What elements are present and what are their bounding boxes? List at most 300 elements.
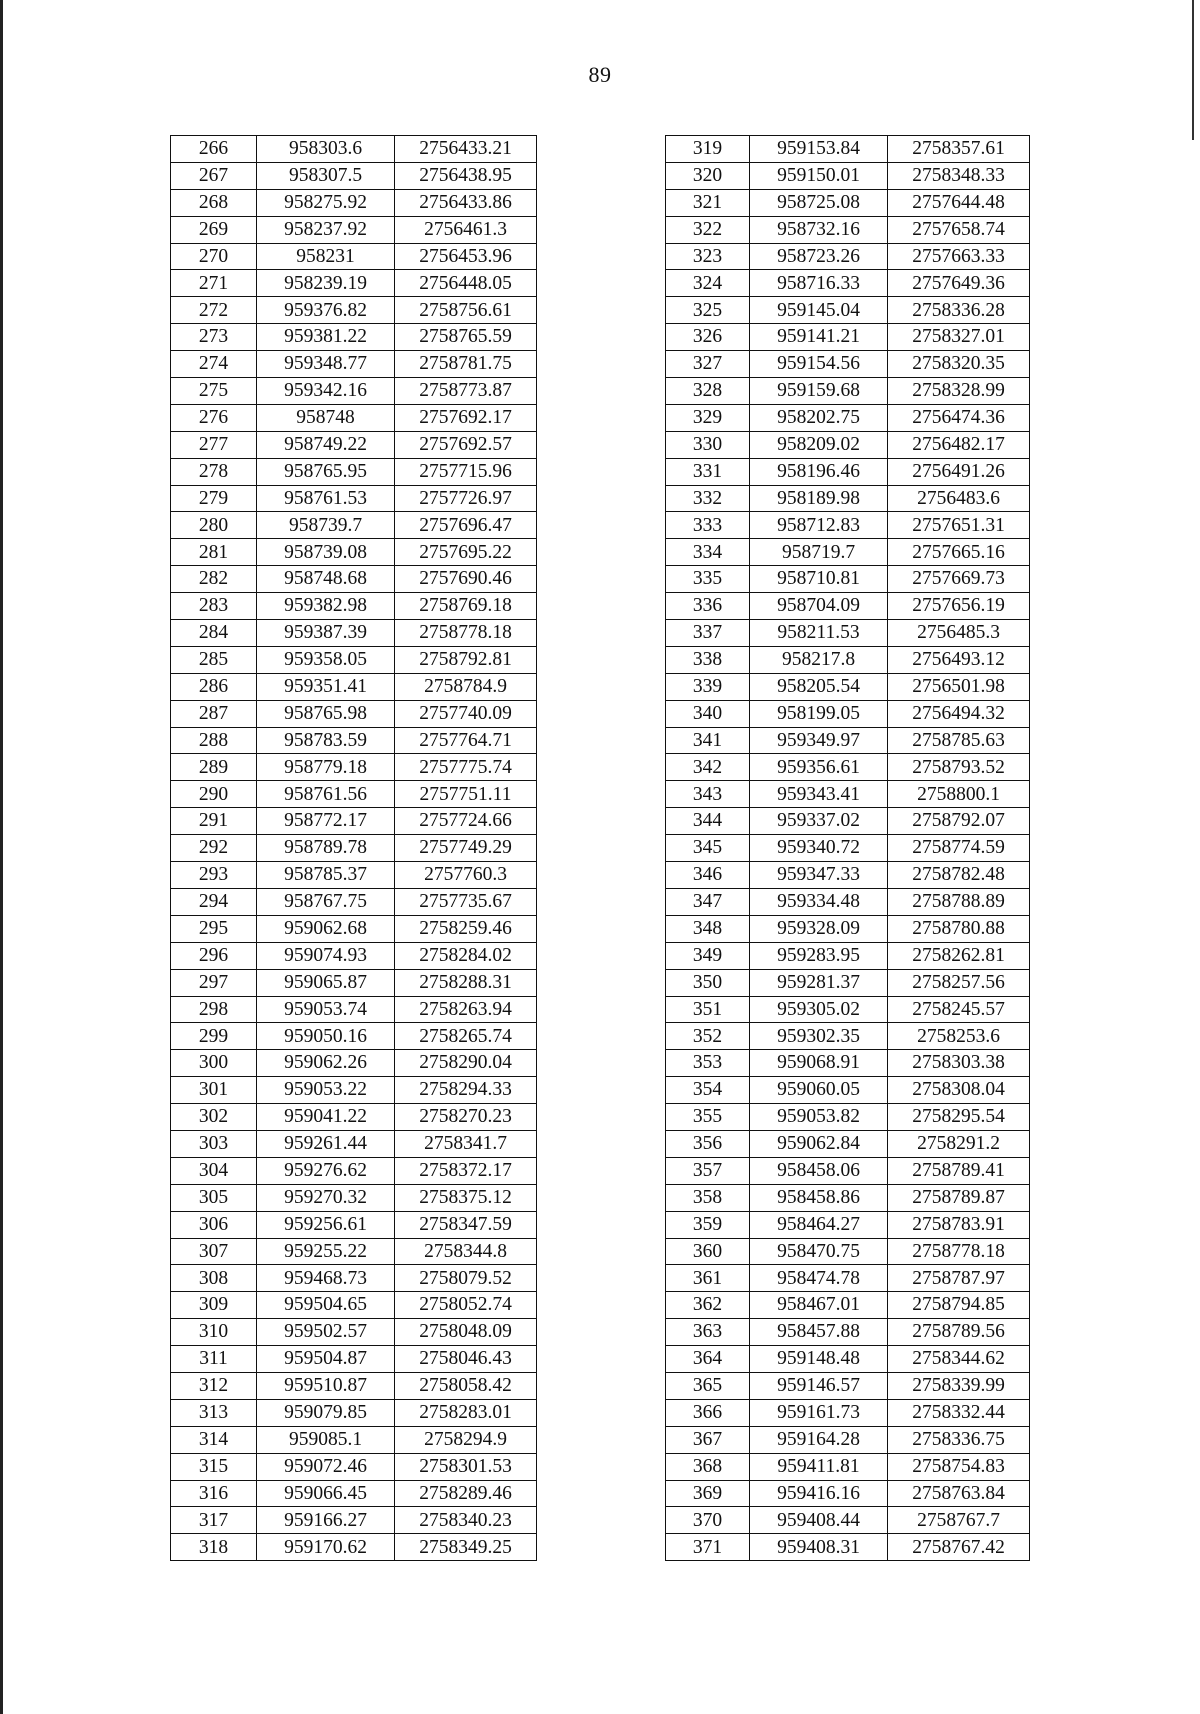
table-row <box>171 835 537 862</box>
x-coordinate-cell: 959261.44 <box>257 1130 395 1157</box>
x-coordinate-cell: 959411.81 <box>750 1453 888 1480</box>
y-coordinate-cell: 2757696.47 <box>395 512 537 539</box>
point-number-cell: 294 <box>171 888 257 915</box>
table-row <box>666 512 1030 539</box>
y-coordinate-cell: 2756461.3 <box>395 216 537 243</box>
point-number-cell: 366 <box>666 1399 750 1426</box>
point-number-cell: 354 <box>666 1077 750 1104</box>
point-number-cell: 359 <box>666 1211 750 1238</box>
point-number-cell: 311 <box>171 1346 257 1373</box>
x-coordinate-cell: 958779.18 <box>257 754 395 781</box>
table-row <box>666 835 1030 862</box>
point-number-cell: 364 <box>666 1346 750 1373</box>
table-row <box>666 1238 1030 1265</box>
x-coordinate-cell: 959062.26 <box>257 1050 395 1077</box>
table-row <box>171 1157 537 1184</box>
y-coordinate-cell: 2756448.05 <box>395 270 537 297</box>
y-coordinate-cell: 2758339.99 <box>888 1372 1030 1399</box>
x-coordinate-cell: 959328.09 <box>750 915 888 942</box>
x-coordinate-cell: 959062.84 <box>750 1130 888 1157</box>
y-coordinate-cell: 2756433.21 <box>395 136 537 163</box>
table-row <box>666 1534 1030 1561</box>
table-row <box>666 1211 1030 1238</box>
y-coordinate-cell: 2758774.59 <box>888 835 1030 862</box>
x-coordinate-cell: 958199.05 <box>750 700 888 727</box>
y-coordinate-cell: 2758763.84 <box>888 1480 1030 1507</box>
y-coordinate-cell: 2758782.48 <box>888 862 1030 889</box>
point-number-cell: 326 <box>666 324 750 351</box>
x-coordinate-cell: 959072.46 <box>257 1453 395 1480</box>
x-coordinate-cell: 959068.91 <box>750 1050 888 1077</box>
x-coordinate-cell: 958303.6 <box>257 136 395 163</box>
x-coordinate-cell: 959376.82 <box>257 297 395 324</box>
x-coordinate-cell: 959468.73 <box>257 1265 395 1292</box>
point-number-cell: 306 <box>171 1211 257 1238</box>
y-coordinate-cell: 2758783.91 <box>888 1211 1030 1238</box>
x-coordinate-cell: 959141.21 <box>750 324 888 351</box>
x-coordinate-cell: 958239.19 <box>257 270 395 297</box>
point-number-cell: 302 <box>171 1104 257 1131</box>
point-number-cell: 316 <box>171 1480 257 1507</box>
x-coordinate-cell: 958202.75 <box>750 404 888 431</box>
table-row <box>171 727 537 754</box>
table-row <box>171 700 537 727</box>
y-coordinate-cell: 2757665.16 <box>888 539 1030 566</box>
x-coordinate-cell: 958275.92 <box>257 189 395 216</box>
y-coordinate-cell: 2757749.29 <box>395 835 537 862</box>
x-coordinate-cell: 959150.01 <box>750 162 888 189</box>
point-number-cell: 304 <box>171 1157 257 1184</box>
y-coordinate-cell: 2758767.42 <box>888 1534 1030 1561</box>
table-row <box>171 324 537 351</box>
point-number-cell: 295 <box>171 915 257 942</box>
y-coordinate-cell: 2758308.04 <box>888 1077 1030 1104</box>
table-row <box>666 1319 1030 1346</box>
x-coordinate-cell: 958712.83 <box>750 512 888 539</box>
point-number-cell: 355 <box>666 1104 750 1131</box>
table-row <box>666 996 1030 1023</box>
x-coordinate-cell: 959502.57 <box>257 1319 395 1346</box>
table-row <box>666 646 1030 673</box>
table-row <box>666 942 1030 969</box>
x-coordinate-cell: 958748.68 <box>257 566 395 593</box>
x-coordinate-cell: 959381.22 <box>257 324 395 351</box>
table-row <box>171 888 537 915</box>
y-coordinate-cell: 2758778.18 <box>888 1238 1030 1265</box>
x-coordinate-cell: 959159.68 <box>750 378 888 405</box>
y-coordinate-cell: 2758347.59 <box>395 1211 537 1238</box>
table-row <box>666 431 1030 458</box>
x-coordinate-cell: 959281.37 <box>750 969 888 996</box>
x-coordinate-cell: 959062.68 <box>257 915 395 942</box>
x-coordinate-cell: 959255.22 <box>257 1238 395 1265</box>
point-number-cell: 330 <box>666 431 750 458</box>
table-row <box>666 727 1030 754</box>
y-coordinate-cell: 2757692.57 <box>395 431 537 458</box>
point-number-cell: 300 <box>171 1050 257 1077</box>
table-row <box>171 216 537 243</box>
x-coordinate-cell: 958211.53 <box>750 620 888 647</box>
point-number-cell: 309 <box>171 1292 257 1319</box>
y-coordinate-cell: 2758284.02 <box>395 942 537 969</box>
y-coordinate-cell: 2758320.35 <box>888 351 1030 378</box>
x-coordinate-cell: 958761.53 <box>257 485 395 512</box>
table-row <box>171 539 537 566</box>
y-coordinate-cell: 2757715.96 <box>395 458 537 485</box>
x-coordinate-cell: 959270.32 <box>257 1184 395 1211</box>
x-coordinate-cell: 958765.98 <box>257 700 395 727</box>
x-coordinate-cell: 959074.93 <box>257 942 395 969</box>
point-number-cell: 328 <box>666 378 750 405</box>
x-coordinate-cell: 959060.05 <box>750 1077 888 1104</box>
y-coordinate-cell: 2757735.67 <box>395 888 537 915</box>
point-number-cell: 281 <box>171 539 257 566</box>
y-coordinate-cell: 2758328.99 <box>888 378 1030 405</box>
y-coordinate-cell: 2758245.57 <box>888 996 1030 1023</box>
y-coordinate-cell: 2758340.23 <box>395 1507 537 1534</box>
y-coordinate-cell: 2757692.17 <box>395 404 537 431</box>
y-coordinate-cell: 2758327.01 <box>888 324 1030 351</box>
table-row <box>666 808 1030 835</box>
x-coordinate-cell: 958217.8 <box>750 646 888 673</box>
x-coordinate-cell: 959343.41 <box>750 781 888 808</box>
x-coordinate-cell: 959161.73 <box>750 1399 888 1426</box>
point-number-cell: 318 <box>171 1534 257 1561</box>
table-row <box>171 431 537 458</box>
table-row <box>666 458 1030 485</box>
point-number-cell: 270 <box>171 243 257 270</box>
point-number-cell: 269 <box>171 216 257 243</box>
table-row <box>666 297 1030 324</box>
point-number-cell: 293 <box>171 862 257 889</box>
scan-left-edge <box>0 0 3 1714</box>
y-coordinate-cell: 2758780.88 <box>888 915 1030 942</box>
point-number-cell: 288 <box>171 727 257 754</box>
y-coordinate-cell: 2758375.12 <box>395 1184 537 1211</box>
table-row <box>666 1184 1030 1211</box>
point-number-cell: 325 <box>666 297 750 324</box>
x-coordinate-cell: 958719.7 <box>750 539 888 566</box>
x-coordinate-cell: 958725.08 <box>750 189 888 216</box>
table-row <box>171 162 537 189</box>
y-coordinate-cell: 2757658.74 <box>888 216 1030 243</box>
y-coordinate-cell: 2756483.6 <box>888 485 1030 512</box>
x-coordinate-cell: 958772.17 <box>257 808 395 835</box>
point-number-cell: 268 <box>171 189 257 216</box>
y-coordinate-cell: 2758288.31 <box>395 969 537 996</box>
y-coordinate-cell: 2757663.33 <box>888 243 1030 270</box>
x-coordinate-cell: 959510.87 <box>257 1372 395 1399</box>
table-row <box>666 162 1030 189</box>
y-coordinate-cell: 2758295.54 <box>888 1104 1030 1131</box>
y-coordinate-cell: 2758332.44 <box>888 1399 1030 1426</box>
x-coordinate-cell: 959305.02 <box>750 996 888 1023</box>
x-coordinate-cell: 958474.78 <box>750 1265 888 1292</box>
y-coordinate-cell: 2758794.85 <box>888 1292 1030 1319</box>
table-row <box>171 808 537 835</box>
point-number-cell: 319 <box>666 136 750 163</box>
x-coordinate-cell: 959256.61 <box>257 1211 395 1238</box>
table-row <box>666 673 1030 700</box>
table-row <box>171 1534 537 1561</box>
x-coordinate-cell: 958749.22 <box>257 431 395 458</box>
table-row <box>171 189 537 216</box>
table-row <box>666 1265 1030 1292</box>
table-row <box>171 1372 537 1399</box>
x-coordinate-cell: 958307.5 <box>257 162 395 189</box>
table-row <box>666 351 1030 378</box>
table-row <box>171 351 537 378</box>
y-coordinate-cell: 2758058.42 <box>395 1372 537 1399</box>
table-row <box>171 1426 537 1453</box>
point-number-cell: 279 <box>171 485 257 512</box>
y-coordinate-cell: 2758253.6 <box>888 1023 1030 1050</box>
table-row <box>666 1453 1030 1480</box>
table-row <box>666 566 1030 593</box>
y-coordinate-cell: 2758263.94 <box>395 996 537 1023</box>
y-coordinate-cell: 2758336.75 <box>888 1426 1030 1453</box>
point-number-cell: 333 <box>666 512 750 539</box>
point-number-cell: 336 <box>666 593 750 620</box>
table-row <box>666 270 1030 297</box>
point-number-cell: 291 <box>171 808 257 835</box>
y-coordinate-cell: 2757760.3 <box>395 862 537 889</box>
y-coordinate-cell: 2758793.52 <box>888 754 1030 781</box>
point-number-cell: 352 <box>666 1023 750 1050</box>
point-number-cell: 361 <box>666 1265 750 1292</box>
table-row <box>171 485 537 512</box>
table-row <box>171 620 537 647</box>
x-coordinate-cell: 959356.61 <box>750 754 888 781</box>
table-row <box>171 1453 537 1480</box>
table-row <box>171 297 537 324</box>
y-coordinate-cell: 2757764.71 <box>395 727 537 754</box>
point-number-cell: 323 <box>666 243 750 270</box>
y-coordinate-cell: 2758052.74 <box>395 1292 537 1319</box>
table-row <box>171 1507 537 1534</box>
x-coordinate-cell: 958704.09 <box>750 593 888 620</box>
x-coordinate-cell: 958739.08 <box>257 539 395 566</box>
point-number-cell: 271 <box>171 270 257 297</box>
y-coordinate-cell: 2758046.43 <box>395 1346 537 1373</box>
y-coordinate-cell: 2758301.53 <box>395 1453 537 1480</box>
x-coordinate-cell: 959387.39 <box>257 620 395 647</box>
table-row <box>666 1130 1030 1157</box>
x-coordinate-cell: 958470.75 <box>750 1238 888 1265</box>
x-coordinate-cell: 959416.16 <box>750 1480 888 1507</box>
y-coordinate-cell: 2757651.31 <box>888 512 1030 539</box>
table-row <box>666 1292 1030 1319</box>
point-number-cell: 274 <box>171 351 257 378</box>
table-row <box>171 1346 537 1373</box>
point-number-cell: 272 <box>171 297 257 324</box>
table-row <box>171 996 537 1023</box>
table-row <box>171 942 537 969</box>
x-coordinate-cell: 958189.98 <box>750 485 888 512</box>
point-number-cell: 350 <box>666 969 750 996</box>
x-coordinate-cell: 959079.85 <box>257 1399 395 1426</box>
point-number-cell: 343 <box>666 781 750 808</box>
point-number-cell: 342 <box>666 754 750 781</box>
point-number-cell: 322 <box>666 216 750 243</box>
table-row <box>666 888 1030 915</box>
x-coordinate-cell: 959066.45 <box>257 1480 395 1507</box>
x-coordinate-cell: 959170.62 <box>257 1534 395 1561</box>
point-number-cell: 363 <box>666 1319 750 1346</box>
x-coordinate-cell: 959041.22 <box>257 1104 395 1131</box>
table-row <box>171 1130 537 1157</box>
y-coordinate-cell: 2758344.62 <box>888 1346 1030 1373</box>
y-coordinate-cell: 2757649.36 <box>888 270 1030 297</box>
y-coordinate-cell: 2758341.7 <box>395 1130 537 1157</box>
y-coordinate-cell: 2758270.23 <box>395 1104 537 1131</box>
table-row <box>171 1292 537 1319</box>
table-row <box>171 915 537 942</box>
x-coordinate-cell: 959053.74 <box>257 996 395 1023</box>
coordinate-table-right <box>665 135 1030 1561</box>
x-coordinate-cell: 959358.05 <box>257 646 395 673</box>
x-coordinate-cell: 958723.26 <box>750 243 888 270</box>
x-coordinate-cell: 958783.59 <box>257 727 395 754</box>
x-coordinate-cell: 958748 <box>257 404 395 431</box>
table-row <box>171 1184 537 1211</box>
y-coordinate-cell: 2758778.18 <box>395 620 537 647</box>
y-coordinate-cell: 2758303.38 <box>888 1050 1030 1077</box>
table-row <box>666 1050 1030 1077</box>
x-coordinate-cell: 958739.7 <box>257 512 395 539</box>
point-number-cell: 340 <box>666 700 750 727</box>
point-number-cell: 286 <box>171 673 257 700</box>
point-number-cell: 368 <box>666 1453 750 1480</box>
point-number-cell: 305 <box>171 1184 257 1211</box>
x-coordinate-cell: 959349.97 <box>750 727 888 754</box>
y-coordinate-cell: 2758792.07 <box>888 808 1030 835</box>
y-coordinate-cell: 2757724.66 <box>395 808 537 835</box>
point-number-cell: 362 <box>666 1292 750 1319</box>
table-row <box>171 458 537 485</box>
table-row <box>171 1399 537 1426</box>
point-number-cell: 282 <box>171 566 257 593</box>
y-coordinate-cell: 2758262.81 <box>888 942 1030 969</box>
x-coordinate-cell: 958237.92 <box>257 216 395 243</box>
point-number-cell: 273 <box>171 324 257 351</box>
x-coordinate-cell: 959065.87 <box>257 969 395 996</box>
y-coordinate-cell: 2758787.97 <box>888 1265 1030 1292</box>
x-coordinate-cell: 958761.56 <box>257 781 395 808</box>
table-row <box>171 1023 537 1050</box>
y-coordinate-cell: 2758789.41 <box>888 1157 1030 1184</box>
table-row <box>171 136 537 163</box>
y-coordinate-cell: 2756485.3 <box>888 620 1030 647</box>
point-number-cell: 346 <box>666 862 750 889</box>
y-coordinate-cell: 2758349.25 <box>395 1534 537 1561</box>
point-number-cell: 296 <box>171 942 257 969</box>
point-number-cell: 303 <box>171 1130 257 1157</box>
point-number-cell: 353 <box>666 1050 750 1077</box>
y-coordinate-cell: 2757751.11 <box>395 781 537 808</box>
point-number-cell: 284 <box>171 620 257 647</box>
point-number-cell: 337 <box>666 620 750 647</box>
x-coordinate-cell: 959302.35 <box>750 1023 888 1050</box>
y-coordinate-cell: 2757669.73 <box>888 566 1030 593</box>
point-number-cell: 371 <box>666 1534 750 1561</box>
x-coordinate-cell: 959166.27 <box>257 1507 395 1534</box>
x-coordinate-cell: 958716.33 <box>750 270 888 297</box>
point-number-cell: 312 <box>171 1372 257 1399</box>
point-number-cell: 278 <box>171 458 257 485</box>
x-coordinate-cell: 959504.87 <box>257 1346 395 1373</box>
table-row <box>171 1050 537 1077</box>
point-number-cell: 335 <box>666 566 750 593</box>
table-row <box>666 1399 1030 1426</box>
table-row <box>666 781 1030 808</box>
point-number-cell: 348 <box>666 915 750 942</box>
point-number-cell: 283 <box>171 593 257 620</box>
x-coordinate-cell: 959145.04 <box>750 297 888 324</box>
point-number-cell: 320 <box>666 162 750 189</box>
x-coordinate-cell: 959276.62 <box>257 1157 395 1184</box>
y-coordinate-cell: 2757644.48 <box>888 189 1030 216</box>
point-number-cell: 315 <box>171 1453 257 1480</box>
point-number-cell: 369 <box>666 1480 750 1507</box>
x-coordinate-cell: 958209.02 <box>750 431 888 458</box>
x-coordinate-cell: 959154.56 <box>750 351 888 378</box>
point-number-cell: 267 <box>171 162 257 189</box>
x-coordinate-cell: 958196.46 <box>750 458 888 485</box>
y-coordinate-cell: 2757726.97 <box>395 485 537 512</box>
y-coordinate-cell: 2758259.46 <box>395 915 537 942</box>
point-number-cell: 299 <box>171 1023 257 1050</box>
table-row <box>666 1157 1030 1184</box>
table-row <box>171 1480 537 1507</box>
table-row <box>666 1346 1030 1373</box>
table-row <box>666 1104 1030 1131</box>
table-row <box>666 1480 1030 1507</box>
y-coordinate-cell: 2757690.46 <box>395 566 537 593</box>
x-coordinate-cell: 959153.84 <box>750 136 888 163</box>
x-coordinate-cell: 959408.44 <box>750 1507 888 1534</box>
table-row <box>171 1238 537 1265</box>
x-coordinate-cell: 958732.16 <box>750 216 888 243</box>
x-coordinate-cell: 959382.98 <box>257 593 395 620</box>
point-number-cell: 301 <box>171 1077 257 1104</box>
point-number-cell: 277 <box>171 431 257 458</box>
x-coordinate-cell: 958457.88 <box>750 1319 888 1346</box>
table-row <box>171 781 537 808</box>
x-coordinate-cell: 958467.01 <box>750 1292 888 1319</box>
table-row <box>666 485 1030 512</box>
y-coordinate-cell: 2758789.56 <box>888 1319 1030 1346</box>
table-row <box>171 754 537 781</box>
point-number-cell: 351 <box>666 996 750 1023</box>
point-number-cell: 307 <box>171 1238 257 1265</box>
x-coordinate-cell: 959342.16 <box>257 378 395 405</box>
table-row <box>171 1211 537 1238</box>
y-coordinate-cell: 2758756.61 <box>395 297 537 324</box>
point-number-cell: 329 <box>666 404 750 431</box>
table-row <box>666 593 1030 620</box>
y-coordinate-cell: 2758785.63 <box>888 727 1030 754</box>
x-coordinate-cell: 958765.95 <box>257 458 395 485</box>
y-coordinate-cell: 2758294.33 <box>395 1077 537 1104</box>
table-row <box>171 593 537 620</box>
x-coordinate-cell: 959334.48 <box>750 888 888 915</box>
x-coordinate-cell: 959053.22 <box>257 1077 395 1104</box>
y-coordinate-cell: 2758348.33 <box>888 162 1030 189</box>
y-coordinate-cell: 2756501.98 <box>888 673 1030 700</box>
point-number-cell: 332 <box>666 485 750 512</box>
table-row <box>171 566 537 593</box>
